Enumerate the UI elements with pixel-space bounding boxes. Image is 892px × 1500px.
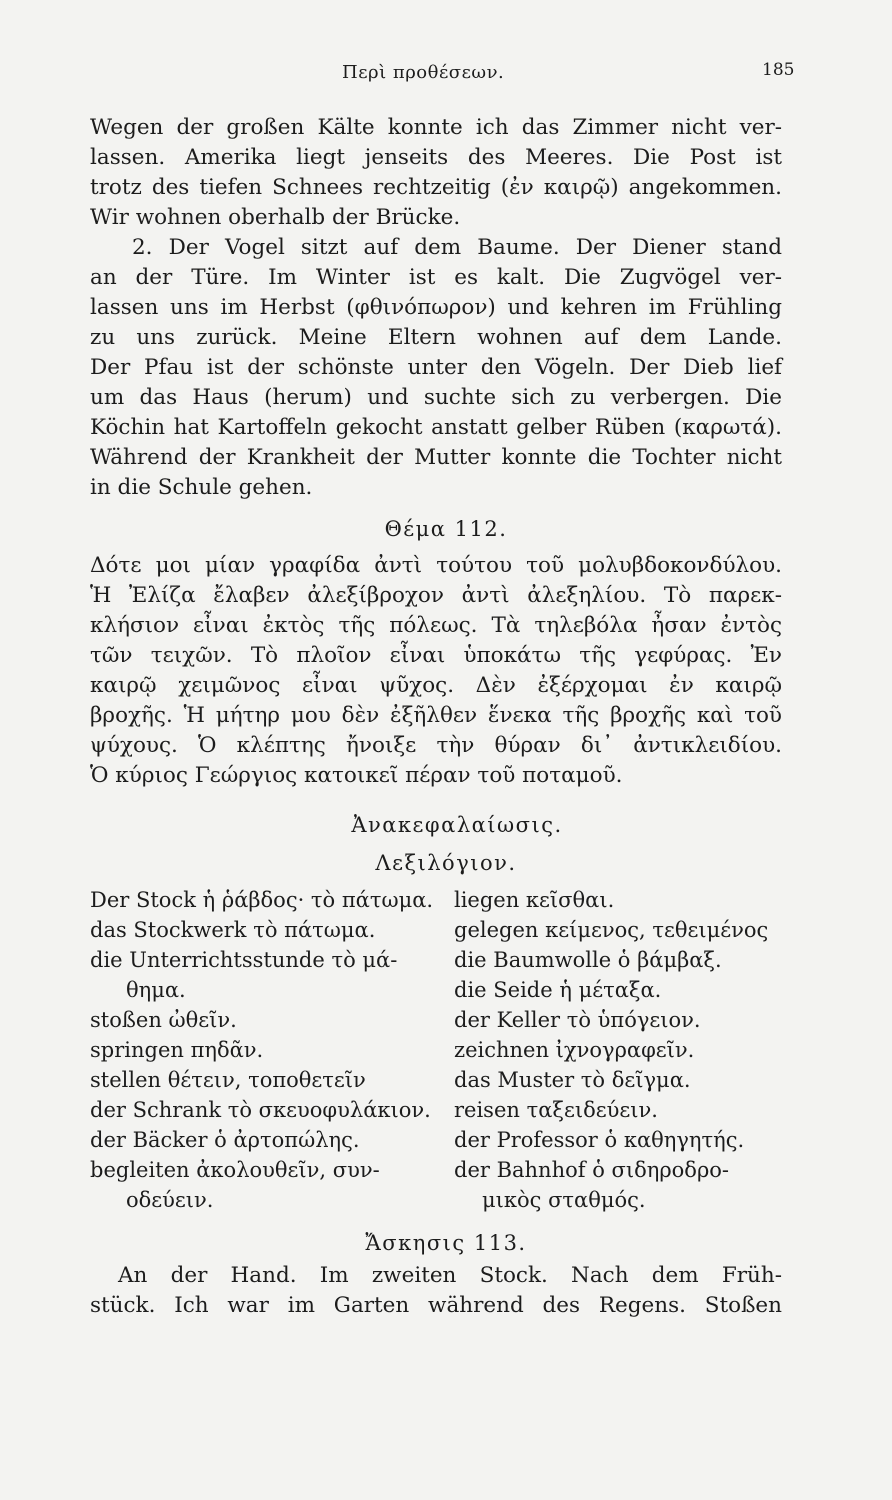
vocab-entry: die Seide ἡ μέταξα. — [454, 978, 662, 1002]
text-line: κλήσιον εἶναι ἐκτὸς τῆς πόλεως. Τὰ τηλεβόλα ἦσαν ἐντὸς — [90, 613, 782, 638]
section-heading-thema: Θέμα 112. — [384, 517, 508, 541]
text-line: Ὁ κύριος Γεώργιος κατοικεῖ πέραν τοῦ ποταμοῦ. — [90, 763, 623, 788]
vocab-entry: der Professor ὁ καθηγητής. — [454, 1128, 745, 1152]
text-line: Köchin hat Kartoffeln gekocht anstatt gelber Rüben (καρωτά). — [90, 415, 782, 440]
vocab-entry: stellen θέτειν, τοποθετεῖν — [90, 1068, 366, 1092]
text-line: lassen. Amerika liegt jenseits des Meeres. Die Post ist — [90, 145, 782, 170]
text-line: τῶν τειχῶν. Τὸ πλοῖον εἶναι ὑποκάτω τῆς γεφύρας. Ἐν — [90, 643, 782, 668]
section-heading-vocabulary: Λεξιλόγιον. — [375, 851, 517, 875]
vocab-entry: begleiten ἀκολουθεῖν, συν- — [90, 1158, 380, 1182]
text-line: Wir wohnen oberhalb der Brücke. — [90, 205, 461, 230]
text-line: 2. Der Vogel sitzt auf dem Baume. Der Diener stand — [132, 235, 782, 260]
text-line: An der Hand. Im zweiten Stock. Nach dem Früh- — [118, 1263, 782, 1288]
vocab-entry: der Keller τὸ ὑπόγειον. — [454, 1008, 701, 1032]
vocab-entry: stoßen ὠθεῖν. — [90, 1008, 237, 1032]
text-line: um das Haus (herum) und suchte sich zu verbergen. Die — [90, 385, 782, 410]
vocab-entry: Der Stock ἡ ῥάβδος· τὸ πάτωμα. — [90, 888, 434, 912]
text-line: καιρῷ χειμῶνος εἶναι ψῦχος. Δὲν ἐξέρχομαι ἐν καιρῷ — [90, 673, 782, 698]
vocab-entry: die Unterrichtsstunde τὸ μά- — [90, 948, 398, 972]
vocab-entry: μικὸς σταθμός. — [482, 1188, 646, 1212]
text-line: Δότε μοι μίαν γραφίδα ἀντὶ τούτου τοῦ μολυβδοκονδύλου. — [90, 553, 782, 578]
text-line: an der Türe. Im Winter ist es kalt. Die Zugvögel ver- — [90, 265, 782, 290]
vocab-entry: gelegen κείμενος, τεθειμένος — [454, 918, 769, 942]
section-heading-recap: Ἀνακεφαλαίωσις. — [351, 813, 563, 837]
text-line: Ἡ Ἐλίζα ἔλαβεν ἀλεξίβροχον ἀντὶ ἀλεξηλίου. Τὸ παρεκ- — [90, 583, 782, 608]
text-line: trotz des tiefen Schnees rechtzeitig (ἐν καιρῷ) angekommen. — [90, 175, 782, 200]
running-header — [0, 60, 892, 90]
text-line: in die Schule gehen. — [90, 475, 313, 500]
text-line: stück. Ich war im Garten während des Regens. Stoßen — [90, 1293, 782, 1318]
text-line: zu uns zurück. Meine Eltern wohnen auf dem Lande. — [90, 325, 782, 350]
vocab-entry: der Bäcker ὁ ἀρτοπώλης. — [90, 1128, 360, 1152]
vocab-entry: das Muster τὸ δεῖγμα. — [454, 1068, 691, 1092]
text-line: Der Pfau ist der schönste unter den Vögeln. Der Dieb lief — [90, 355, 782, 380]
vocab-entry: liegen κεῖσθαι. — [454, 888, 615, 912]
vocab-entry: die Baumwolle ὁ βάμβαξ. — [454, 948, 722, 972]
text-line: lassen uns im Herbst (φθινόπωρον) und kehren im Frühling — [90, 295, 782, 320]
vocab-entry: reisen ταξειδεύειν. — [454, 1098, 658, 1122]
running-title: Περὶ προθέσεων. — [342, 62, 505, 83]
section-heading-askisis: Ἄσκησις 113. — [365, 1231, 527, 1255]
vocab-entry: der Bahnhof ὁ σιδηροδρο- — [454, 1158, 730, 1182]
vocab-entry: der Schrank τὸ σκευοφυλάκιον. — [90, 1098, 431, 1122]
text-line: βροχῆς. Ἡ μήτηρ μου δὲν ἐξῆλθεν ἕνεκα τῆς βροχῆς καὶ τοῦ — [90, 703, 782, 728]
vocab-entry: θημα. — [126, 978, 186, 1002]
text-line: ψύχους. Ὁ κλέπτης ἤνοιξε τὴν θύραν δι᾽ ἀντικλειδίου. — [90, 733, 782, 758]
vocab-entry: zeichnen ἰχνογραφεῖν. — [454, 1038, 695, 1062]
vocab-entry: springen πηδᾶν. — [90, 1038, 264, 1062]
text-line: Wegen der großen Kälte konnte ich das Zimmer nicht ver- — [90, 115, 782, 140]
vocab-entry: οδεύειν. — [126, 1188, 214, 1212]
text-line: Während der Krankheit der Mutter konnte die Tochter nicht — [90, 445, 782, 470]
page-number: 185 — [762, 60, 795, 80]
vocab-entry: das Stockwerk τὸ πάτωμα. — [90, 918, 376, 942]
